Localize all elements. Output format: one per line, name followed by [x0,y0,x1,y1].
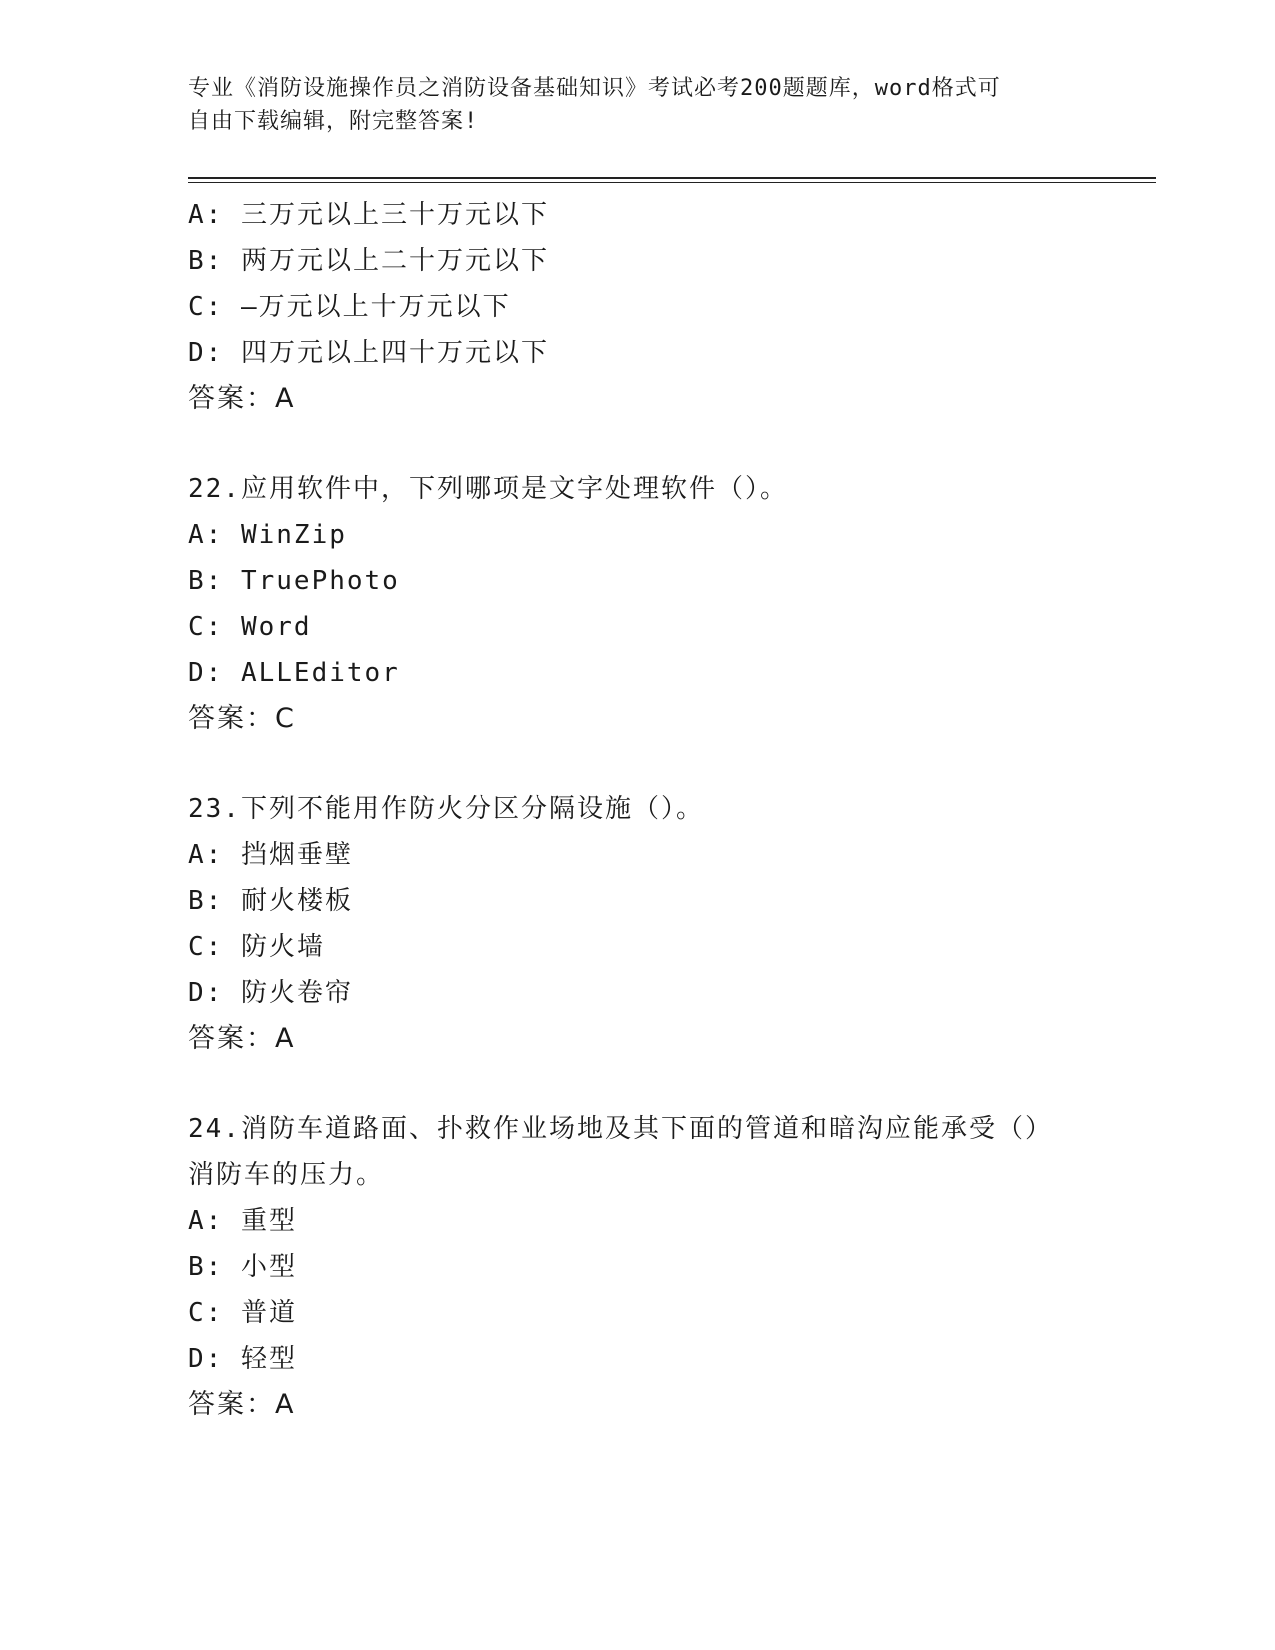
option-c: C: Word [188,612,312,642]
question-21 [188,192,1088,422]
option-a: A: 重型 [188,1206,297,1236]
option-a: A: 挡烟垂壁 [188,840,353,870]
spacer [188,742,1088,786]
option-c: C: —万元以上十万元以下 [188,292,511,322]
header-divider-thick [188,177,1156,179]
question-content [188,192,1088,1428]
question-title-line-2: 消防车的压力。 [188,1160,385,1190]
header-divider-thin [188,182,1156,183]
question-23 [188,786,1088,1062]
header-line-1: 专业《消防设施操作员之消防设备基础知识》考试必考200题题库，word格式可 [188,76,1001,101]
answer-line: 答案：A [188,383,296,414]
answer-line: 答案：A [188,1023,296,1054]
option-c: C: 防火墙 [188,932,325,962]
question-title: 22.应用软件中，下列哪项是文字处理软件（）。 [188,474,788,504]
option-d: D: 轻型 [188,1344,297,1374]
option-d: D: 四万元以上四十万元以下 [188,338,549,368]
option-b: B: 耐火楼板 [188,886,353,916]
option-a: A: WinZip [188,520,347,550]
option-c: C: 普道 [188,1298,297,1328]
header-line-2: 自由下载编辑，附完整答案! [188,109,479,134]
question-title: 23.下列不能用作防火分区分隔设施（）。 [188,794,704,824]
question-title-line-1: 24.消防车道路面、扑救作业场地及其下面的管道和暗沟应能承受（） [188,1114,1053,1144]
option-d: D: ALLEditor [188,658,400,688]
spacer [188,1062,1088,1106]
answer-line: 答案：C [188,703,296,734]
option-b: B: 两万元以上二十万元以下 [188,246,549,276]
document-header [188,72,1068,138]
option-d: D: 防火卷帘 [188,978,353,1008]
question-24 [188,1106,1088,1428]
option-a: A: 三万元以上三十万元以下 [188,200,549,230]
answer-line: 答案：A [188,1389,296,1420]
question-22 [188,466,1088,742]
spacer [188,422,1088,466]
option-b: B: 小型 [188,1252,297,1282]
option-b: B: TruePhoto [188,566,400,596]
